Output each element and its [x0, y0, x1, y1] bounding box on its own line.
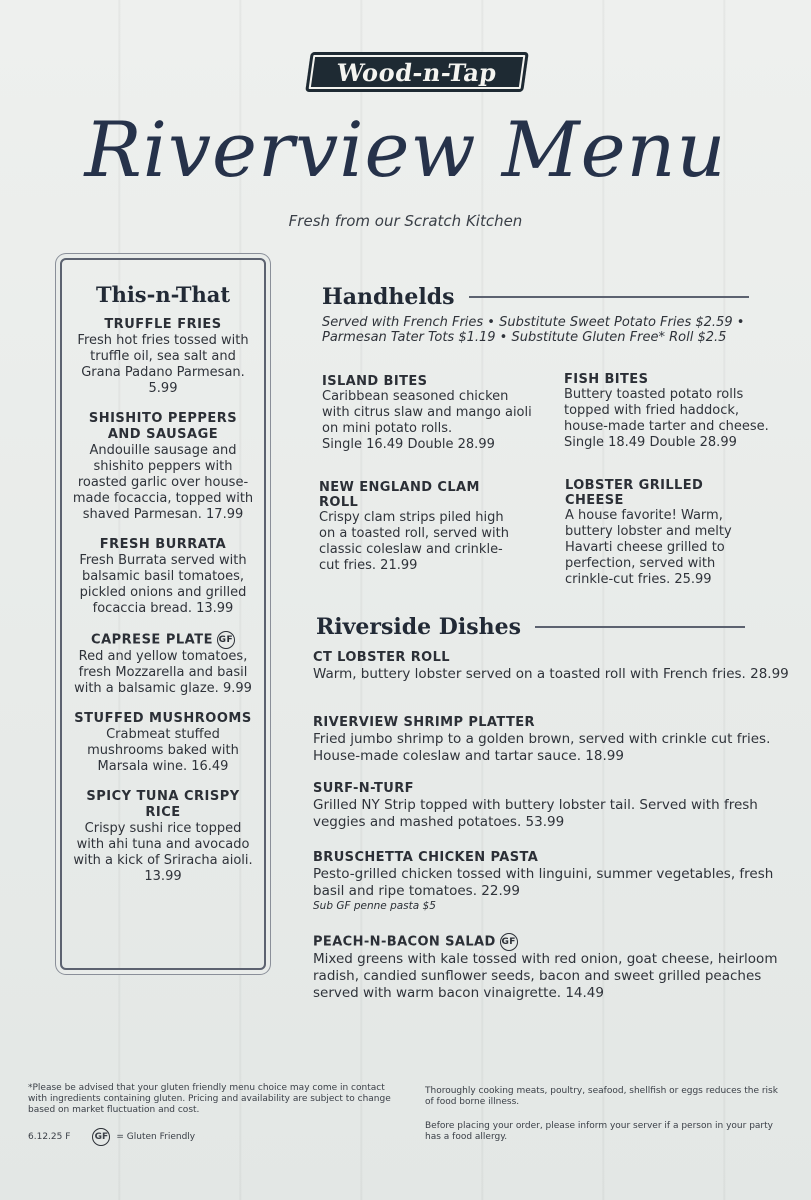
menu-item: [70, 411, 256, 523]
handhelds-heading: Handhelds: [322, 284, 455, 310]
menu-item: [70, 317, 256, 397]
item-name: [313, 933, 803, 951]
wood-n-tap-logo: Wood-n-Tap: [305, 52, 529, 92]
menu-item: [322, 374, 532, 453]
item-name: STUFFED MUSHROOMS: [74, 711, 252, 726]
allergy-notice: Before placing your order, please inform your server if a person in your party has a food allergy.: [425, 1121, 773, 1142]
item-desc: Caribbean seasoned chicken with citrus slaw and mango aioli on mini potato rolls.: [322, 389, 532, 436]
item-name: SHISHITO PEPPERS AND SAUSAGE: [88, 411, 238, 442]
item-desc: Grilled NY Strip topped with buttery lobster tail. Served with fresh veggies and mashed potatoes. 53.99: [313, 797, 758, 830]
gluten-notice: *Please be advised that your gluten friendly menu choice may come in contact with ingredients containing gluten. Pricing and availability are subject to change based on market fluctuation and cost.: [28, 1083, 391, 1115]
item-desc: Fresh Burrata served with balsamic basil tomatoes, pickled onions and grilled focaccia bread. 13.99: [79, 553, 247, 616]
item-name: [70, 631, 256, 649]
gluten-friendly-icon: GF: [500, 933, 518, 951]
menu-title: Riverview Menu: [84, 105, 727, 194]
menu-item: [313, 650, 803, 683]
riverside-heading: Riverside Dishes: [316, 614, 521, 640]
menu-item: [70, 789, 256, 885]
this-n-that-section: [60, 258, 266, 970]
item-name: ISLAND BITES: [322, 374, 428, 389]
menu-subtitle: Fresh from our Scratch Kitchen: [288, 212, 523, 230]
item-note: Sub GF penne pasta $5: [313, 900, 436, 912]
date-code: 6.12.25 F: [28, 1131, 71, 1142]
item-name: RIVERVIEW SHRIMP PLATTER: [313, 715, 535, 730]
item-name: BRUSCHETTA CHICKEN PASTA: [313, 850, 539, 865]
item-desc: Buttery toasted potato rolls topped with fried haddock, house-made tarter and cheese.: [564, 387, 769, 434]
menu-item: [70, 631, 256, 697]
item-desc: Crispy clam strips piled high on a toasted roll, served with classic coleslaw and crinkle-cut fries. 21.99: [319, 510, 509, 573]
gf-legend-row: [28, 1128, 328, 1146]
item-desc: Warm, buttery lobster served on a toasted roll with French fries. 28.99: [313, 666, 789, 682]
gluten-friendly-icon: GF: [92, 1128, 110, 1146]
menu-item: [313, 850, 803, 913]
item-name-text: PEACH-N-BACON SALAD: [313, 934, 496, 950]
item-name-text: CAPRESE PLATE: [91, 632, 213, 648]
menu-item: [565, 478, 765, 588]
item-desc: Crabmeat stuffed mushrooms baked with Marsala wine. 16.49: [87, 727, 239, 774]
item-desc: Red and yellow tomatoes, fresh Mozzarella and basil with a balsamic glaze. 9.99: [74, 649, 252, 696]
item-desc: Fried jumbo shrimp to a golden brown, served with crinkle cut fries. House-made coleslaw and tartar sauce. 18.99: [313, 731, 771, 764]
menu-item: [313, 715, 803, 765]
riverside-heading-row: [316, 614, 745, 640]
menu-item: [70, 537, 256, 617]
item-price: Single 18.49 Double 28.99: [564, 435, 737, 450]
handhelds-served-with: Served with French Fries • Substitute Sweet Potato Fries $2.59 • Parmesan Tater Tots $1.19 • Substitute Gluten Free* Roll $2.5: [322, 315, 745, 345]
menu-item: [70, 711, 256, 775]
item-name: SURF-N-TURF: [313, 781, 414, 796]
handhelds-heading-row: [322, 284, 749, 310]
menu-item: [313, 933, 803, 1002]
menu-item: [319, 480, 514, 574]
item-name: CT LOBSTER ROLL: [313, 650, 450, 665]
item-name: SPICY TUNA CRISPY RICE: [86, 789, 240, 820]
item-desc: A house favorite! Warm, buttery lobster and melty Havarti cheese grilled to perfection, served with crinkle-cut fries. 25.99: [565, 508, 732, 587]
item-price: Single 16.49 Double 28.99: [322, 437, 495, 452]
gf-legend: = Gluten Friendly: [116, 1131, 196, 1142]
this-n-that-heading: This-n-That: [95, 282, 231, 307]
item-name: FRESH BURRATA: [99, 537, 227, 552]
item-name: TRUFFLE FRIES: [104, 317, 222, 332]
cooking-notice: Thoroughly cooking meats, poultry, seafood, shellfish or eggs reduces the risk of food borne illness.: [425, 1086, 778, 1107]
item-name: LOBSTER GRILLED CHEESE: [565, 478, 704, 508]
item-desc: Fresh hot fries tossed with truffle oil, sea salt and Grana Padano Parmesan. 5.99: [77, 333, 249, 396]
menu-item: [564, 372, 774, 451]
item-name: FISH BITES: [564, 372, 649, 387]
section-divider: [535, 626, 745, 628]
section-divider: [469, 296, 749, 298]
item-desc: Mixed greens with kale tossed with red onion, goat cheese, heirloom radish, candied sunflower seeds, bacon and sweet grilled peaches served with warm bacon vinaigrette. 14.49: [313, 951, 778, 1001]
gluten-friendly-icon: GF: [217, 631, 235, 649]
item-desc: Pesto-grilled chicken tossed with linguini, summer vegetables, fresh basil and ripe tomatoes. 22.99: [313, 866, 774, 899]
menu-item: [313, 781, 803, 831]
item-name: NEW ENGLAND CLAM ROLL: [319, 480, 480, 510]
item-desc: Crispy sushi rice topped with ahi tuna and avocado with a kick of Sriracha aioli. 13.99: [73, 821, 253, 884]
item-desc: Andouille sausage and shishito peppers with roasted garlic over house-made focaccia, topped with shaved Parmesan. 17.99: [72, 443, 254, 522]
